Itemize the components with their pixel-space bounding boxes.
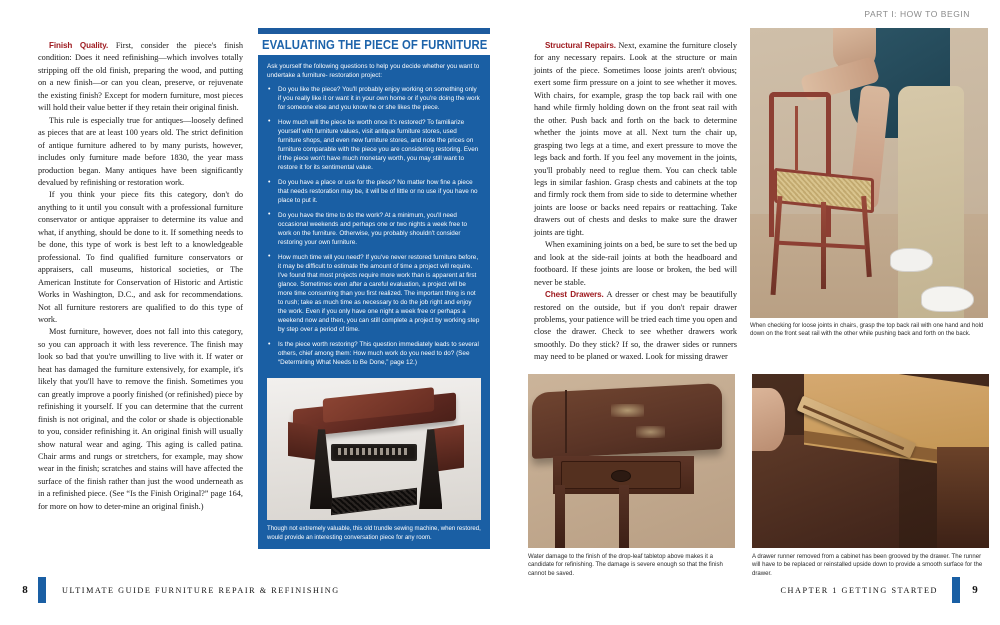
folio-left: 8: [22, 584, 28, 596]
sidebar-question-list: [267, 85, 481, 367]
paragraph: [38, 326, 243, 513]
chair-photo-frame: [750, 28, 988, 318]
paragraph-text: When examining joints on a bed, be sure to set the bed up and look at the side-rail joints at both the headboard and footboard. If these joints are loose or broken, the bed will never be stable.: [534, 240, 737, 287]
treadle-sewing-machine-photo: [267, 378, 481, 520]
sidebar-evaluating-the-piece-of-furniture: [258, 28, 490, 549]
paragraph-text: A dresser or chest may be beautifully restored on the outside, but if you don't repair drawer problems, your patience will be tried each time you open and close the drawer. Check to see whether drawers work smoothly. Do they stick? If so, the drawer sides or runners may need to be planed or waxed. Look for missing drawer: [534, 290, 738, 362]
grooved-drawer-runner-photo: [752, 374, 989, 548]
footer-rule-icon: [38, 577, 46, 603]
paragraph: [38, 115, 243, 190]
table-photo-frame: [528, 374, 735, 548]
left-page-footer: [16, 577, 340, 603]
paragraph-text: First, consider the piece's finish condition: Does it need refinishing—which involves totally stripping off the old finish, preparing the wood, and putting on a new finish—or can you clean, preserve, or rejuvenate the existing finish? Except for modern furniture, most pieces will hold their value better if they retain their original finish.: [38, 41, 243, 113]
run-in-heading-chest-drawers: Chest Drawers.: [545, 290, 604, 300]
folio-right: 9: [972, 584, 978, 596]
list-item: • Is the piece worth restoring? This question immediately leads to several others, chief among them: How much work do you need to do? (See “Determining What Needs to Be Done,” page 12.): [267, 340, 481, 367]
footer-rule-icon: [952, 577, 960, 603]
paragraph-text: This rule is especially true for antiques—loosely defined as pieces that are at least 100 years old. The strict definition of antique furniture adhered to by many purists, however, includes only furniture made before 1830, the year mass production began. Many antiques have been significantly devalued by refinishing or restoration work.: [38, 115, 243, 187]
paragraph-text: Most furniture, however, does not fall into this category, so you can approach it with less reverence. The finish may look so bad that you're unwilling to live with it. If water or heat has damaged the furniture extensively, for example, it's likely that you'll have to remove the finish. Sometimes you can greatly improve a poorly finished (or refinished) piece by refinishing it yourself. If you can determine that the current finish is not original, and the color or shade is objectionable to you, consider refinishing it. An original finish will usually show natural wear and aging. This aging is called patina. Chair arms and rungs or stretchers, for example, may show wear in the finish; scratches and stains will have affected the surface of the finish rather than just the wood underneath as in a refinished piece. (See “Is the Finish Original?” page 164, for more on how to deter-mine an original finish.): [38, 327, 243, 511]
list-item: • Do you have the time to do the work? At a minimum, you'll need occasional weekends and perhaps one or two nights a week free to work on the furniture. Otherwise, you probably shouldn't consider restoring your own furniture.: [267, 211, 481, 247]
footer-book-title: ULTIMATE GUIDE FURNITURE REPAIR & REFINISHING: [62, 585, 340, 595]
sidebar-title: EVALUATING THE PIECE OF FURNITURE: [262, 38, 488, 52]
paragraph: [534, 289, 737, 364]
drop-leaf-table-water-damage-photo: [528, 374, 735, 548]
paragraph-text: Next, examine the furniture closely for any necessary repairs. Look at the structure or main joints of the piece. Sometimes loose joints aren't obvious; exert some firm pressure on a joint to see whether it moves. With chairs, for example, grasp the top back rail with one hand while firmly holding down on the front seat rail with the other. Push back and forth on the back to determine whether the joints move at all. Next turn the chair up, grasping two legs at a time, and exert pressure to move the legs back and forth. If you feel any movement in the joints, you'll probably need to reglue them. You can check table legs in similar fashion. Grasp chests and cabinets at the top and firmly rock them from side to side to determine whether joints are loose or backs need repairs or reattaching. Take drawers out of chests and desks to make sure the drawer joints are tight.: [534, 41, 737, 237]
table-photo-caption: Water damage to the finish of the drop-leaf tabletop above makes it a candidate for refinishing. The damage is severe enough so that the finish cannot be saved.: [528, 554, 723, 577]
chair-joint-check-photo: [750, 28, 988, 318]
paragraph: [534, 239, 737, 289]
left-page-text-column: [38, 40, 243, 513]
paragraph-text: If you think your piece fits this category, don't do anything to it until you consult with a professional furniture conservator or antique appraiser to determine its value and what, if anything, should be done to it. If something needs to be done, this type of work is best left to a knowledgeable professional. To find qualified furniture conservators or appraisers, call museums, historical societies, or The American Institute for Conservation of Historic and Artistic Works in Washington, D.C., and ask for recommendations. Not all furniture restorers are qualified to do this type of work.: [38, 190, 243, 324]
runner-photo-frame: [752, 374, 989, 548]
running-head: PART I: HOW TO BEGIN: [864, 9, 970, 19]
sidebar-photo-frame: [258, 376, 490, 525]
footer-chapter-title: CHAPTER 1 GETTING STARTED: [780, 585, 938, 595]
list-item: • How much will the piece be worth once it's restored? To familiarize yourself with furniture values, visit antique furniture stores, used furniture shops, and even new furniture stores, and note the prices on furniture comparable with the piece you are considering restoring. Even if the piece won't have much monetary worth, you may still want to restore it for its sentimental value.: [267, 118, 481, 173]
list-item: • How much time will you need? If you've never restored furniture before, it may be difficult to estimate the amount of time a project will require. I've found that most projects require more work than is apparent at first glance. Sometimes even after a careful evaluation, a project will be more time consuming than you first realized. The important thing is not to rush; take as much time as necessary to do the job right and enjoy the work. Even if you only have one night a week free or perhaps a weekend now and then, you can still complete a project by working step by step over a period of time.: [267, 253, 481, 335]
paragraph: [38, 189, 243, 326]
paragraph: [38, 40, 243, 115]
runner-photo-caption: A drawer runner removed from a cabinet has been grooved by the drawer. The runner will have to be replaced or reinstalled upside down to provide a smooth surface for the drawer.: [752, 554, 983, 577]
sidebar-photo-caption: Though not extremely valuable, this old trundle sewing machine, when restored, would provide an interesting conversation piece for any room.: [258, 525, 490, 549]
chair-photo-caption: When checking for loose joints in chairs, grasp the top back rail with one hand and hold down on the front seat rail with the other while pushing back and forth on the back.: [750, 323, 984, 338]
sidebar-intro-text: Ask yourself the following questions to help you decide whether you want to undertake a furniture- restoration project:: [267, 63, 480, 80]
run-in-heading-structural-repairs: Structural Repairs.: [545, 41, 616, 50]
right-page-footer: [781, 577, 984, 603]
list-item: • Do you like the piece? You'll probably enjoy working on something only if you really like it or want it in your own home or if you're doing the work for someone else and you know he or she likes the piece.: [267, 85, 481, 112]
list-item: • Do you have a place or use for the piece? No matter how fine a piece that needs restoration may be, it will be of little or no use if you have no place to put it.: [267, 178, 481, 205]
paragraph: [534, 40, 737, 239]
sidebar-title-band: [258, 34, 490, 55]
run-in-heading-finish-quality: Finish Quality.: [49, 41, 109, 50]
right-page-text-column: [534, 40, 737, 364]
sidebar-body: [258, 55, 490, 376]
